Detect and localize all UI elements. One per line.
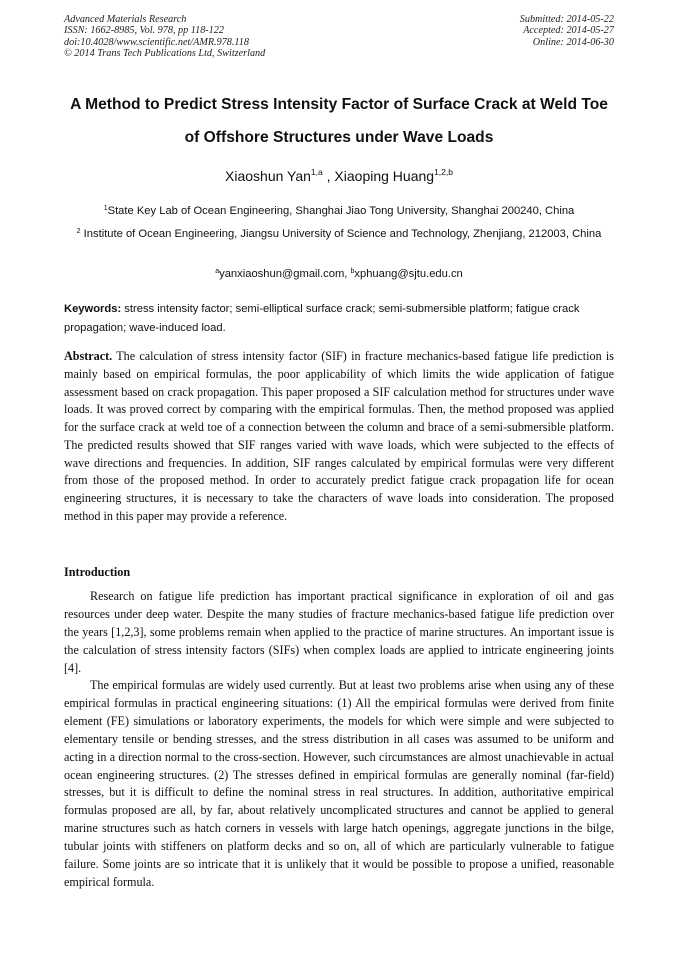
body-paragraph: Research on fatigue life prediction has important practical significance in exploration of oil and gas resources under deep water. Despite the many studies of fracture mechanics-based fatigue life prediction over the years [1,2,3], some problems remain when applied to the practice of marine structures. An important issue is the calculation of stress intensity factors (SIFs) when complex loads are applied to intricate engineering joints [4]. [64,589,614,675]
keywords-text: stress intensity factor; semi-elliptical surface crack; semi-submersible platform; fatigue crack propagation; wave-induced load. [64,303,580,334]
title-line-1: A Method to Predict Stress Intensity Factor of Surface Crack at Weld Toe [70,96,608,113]
author-emails [64,265,614,284]
affiliation-2 [64,225,614,244]
email-address[interactable]: yanxiaoshun@gmail.com [219,268,345,280]
online-date: Online: 2014-06-30 [532,36,614,48]
journal-info [64,14,265,59]
author-affiliation-marker: 1,2,b [434,167,453,177]
title-line-2: of Offshore Structures under Wave Loads [184,129,494,146]
affiliation-marker: 1 [103,205,108,212]
submitted-date: Submitted: 2014-05-22 [519,14,614,25]
affiliation-text: Institute of Ocean Engineering, Jiangsu University of Science and Technology, Zhenjiang, 212003, China [80,228,602,240]
author-list [40,168,638,184]
affiliation-marker: 2 [76,228,81,235]
doi-line: doi:10.4028/www.scientific.net/AMR.978.118 [64,36,249,48]
author-affiliation-marker: 1,a [310,167,323,177]
email-separator: , [344,268,351,280]
email-marker: a [215,268,220,275]
email-marker: b [350,268,355,275]
author-name: Xiaoshun Yan [225,168,311,184]
paper-title [40,88,638,154]
journal-name: Advanced Materials Research [64,14,187,25]
author-name: Xiaoping Huang [334,168,435,184]
keywords-label: Keywords: [64,303,122,315]
publication-dates [520,14,614,48]
abstract-text: The calculation of stress intensity factor (SIF) in fracture mechanics-based fatigue life prediction is mainly based on empirical formulas, the poor applicability of which limits the wide application of fatigue assessment based on crack propagation. This paper proposed a SIF calculation method for structures under wave loads. It was proved correct by comparing with the empirical formulas. Then, the method proposed was applied for the surface crack at weld toe of a connection between the column and brace of a semi-submersible platform. The predicted results showed that SIF ranges varied with wave loads, which were subjected to the effects of wave directions and frequencies. In addition, SIF ranges calculated by empirical formulas were very different from those of the proposed method. In order to accurately predict fatigue crack propagation life for ocean engineering structures, it is necessary to take the characters of wave loads into consideration. The proposed method in this paper may provide a reference. [64,349,614,523]
section-heading: Introduction [64,565,131,579]
abstract-block [64,348,614,526]
copyright-line: © 2014 Trans Tech Publications Ltd, Switzerland [64,47,266,59]
abstract-label: Abstract. [64,349,113,363]
body-paragraph: The empirical formulas are widely used currently. But at least two problems arise when using any of these empirical formulas in practical engineering situations: (1) All the empirical formulas were derived from finite element (FE) simulations or laboratory experiments, the models for which were simple and were subjected to elementary tensile or bending stresses, and the stress distribution in all cases was assumed to be uniform and acting in a direction normal to the cross-section. However, such circumstances are almost unachievable in actual ocean engineering structures. (2) The stresses defined in empirical formulas are generally nominal (far-field) stresses, but it is difficult to define the nominal stress in real structures. In addition, authoritative empirical formulas proposed are all, by far, about relatively uncomplicated structures and cannot be applied to general marine structures such as hatch corners in vessels with large hatch openings, aggregate junctions in the bilge, tubular joints with stiffeners on platform decks and so on, all of which are particularly vulnerable to fatigue failure. Some joints are so intricate that it is unlikely that it would be possible to propose a unified, reasonable empirical formula. [64,678,614,889]
email-address[interactable]: xphuang@sjtu.edu.cn [354,268,463,280]
affiliation-text: State Key Lab of Ocean Engineering, Shanghai Jiao Tong University, Shanghai 200240, China [107,205,575,217]
issn-line: ISSN: 1662-8985, Vol. 978, pp 118-122 [64,25,224,37]
accepted-date: Accepted: 2014-05-27 [523,25,614,37]
author-separator: , [322,168,335,184]
keywords-block [64,300,614,337]
affiliation-1 [64,202,614,221]
